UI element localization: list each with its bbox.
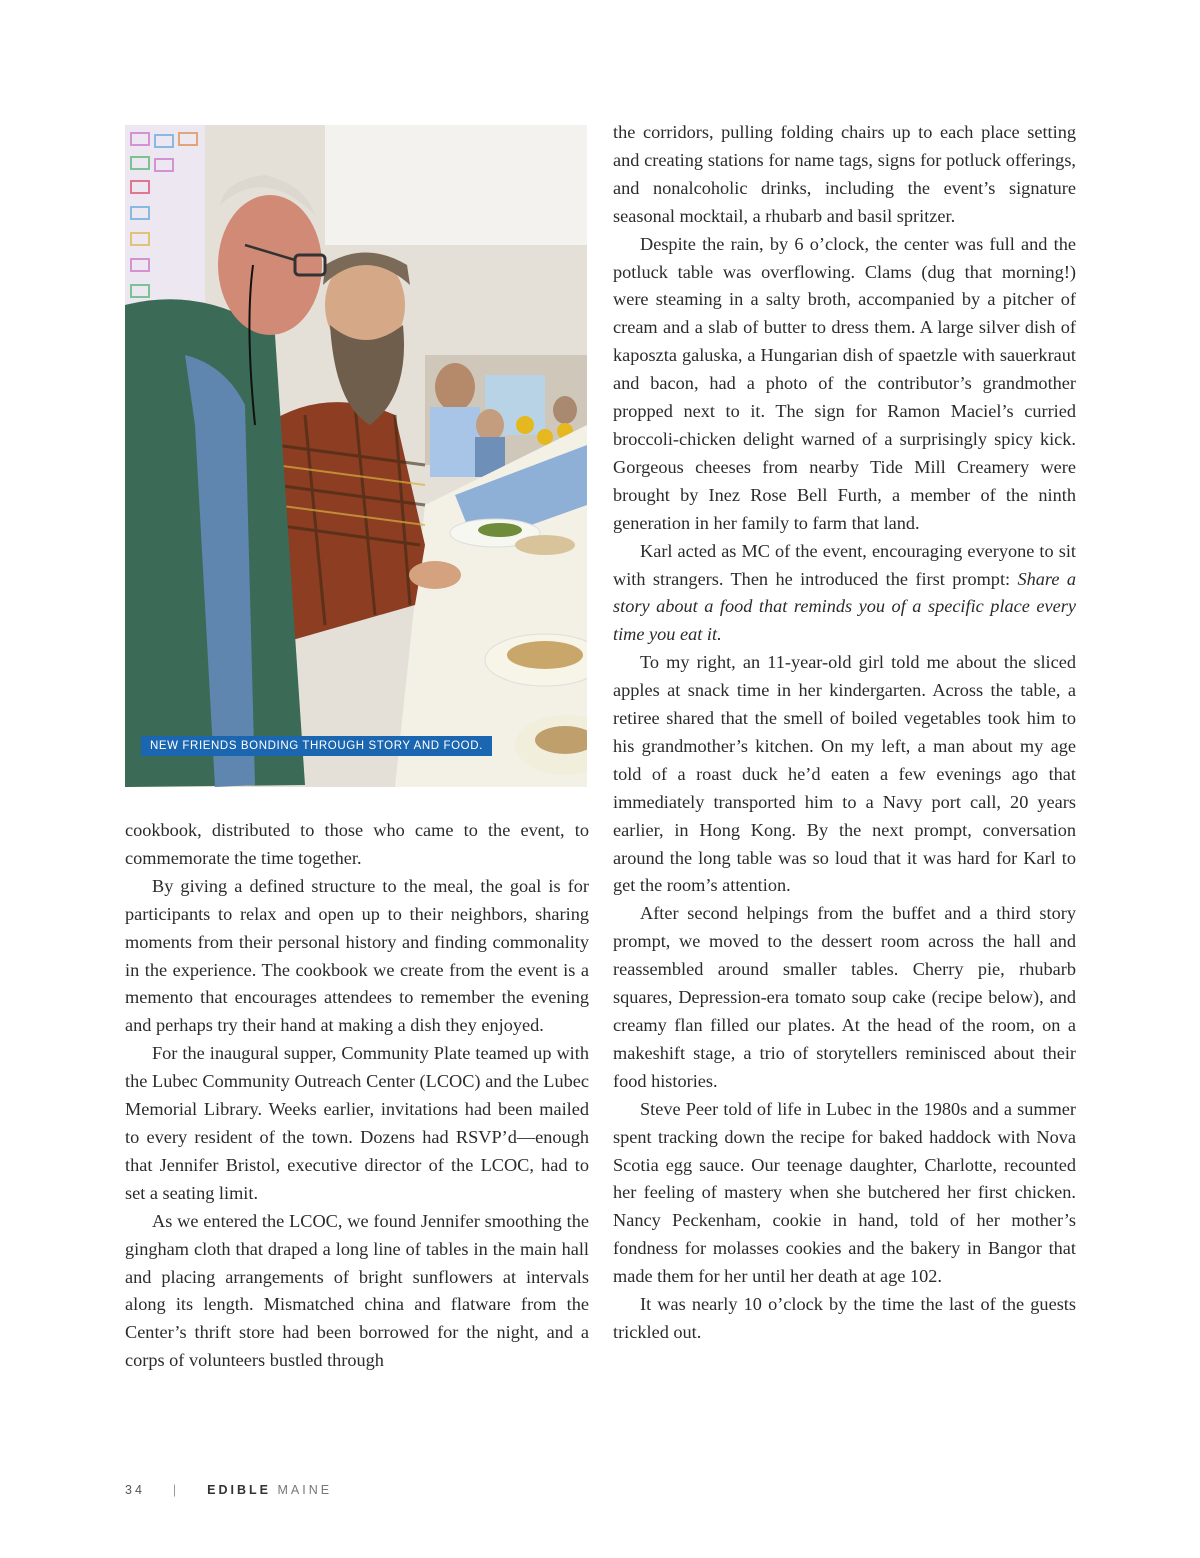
paragraph: As we entered the LCOC, we found Jennifer smoothing the gingham cloth that draped a long line of tables in the main hall and placing arrangements of bright sunflowers at intervals along its length. Mismatched china and flatware from the Center’s thrift store had been borrowed for the night, and a corps of volunteers bustled through: [125, 1210, 589, 1371]
paragraph: By giving a defined structure to the meal, the goal is for participants to relax and open up to their neighbors, sharing moments from their personal history and finding commonality in the experience. The cookbook we create from the event is a memento that encourages attendees to remember the evening and perhaps try their hand at making a dish they enjoyed.: [125, 875, 589, 1036]
paragraph: To my right, an 11-year-old girl told me about the sliced apples at snack time in her kindergarten. Across the table, a retiree shared that the smell of boiled vegetables took him to his grandmother’s kitchen. On my left, a man about my age told of a roast duck he’d eaten a few evenings ago that immediately transported him to a Navy port call, 20 years earlier, in Hong Kong. By the next prompt, conversation around the long table was so loud that it was hard for Karl to get the room’s attention.: [613, 652, 1076, 896]
page-footer: [125, 1483, 332, 1497]
photo-caption: NEW FRIENDS BONDING THROUGH STORY AND FOOD.: [141, 736, 492, 756]
photo-illustration: [125, 125, 587, 787]
right-text-column: [613, 119, 1076, 1347]
paragraph: Steve Peer told of life in Lubec in the 1980s and a summer spent tracking down the recipe for baked haddock with Nova Scotia egg sauce. Our teenage daughter, Charlotte, recounted her feeling of mastery when she butchered her first chicken. Nancy Peckenham, cookie in hand, told of her mother’s fondness for molasses cookies and the bakery in Bangor that made them for her until her death at age 102.: [613, 1098, 1076, 1287]
left-text-column: [125, 817, 589, 1375]
footer-separator: |: [172, 1483, 180, 1497]
event-photo: [125, 125, 587, 787]
paragraph: It was nearly 10 o’clock by the time the last of the guests trickled out.: [613, 1294, 1076, 1342]
paragraph: After second helpings from the buffet and a third story prompt, we moved to the dessert room across the hall and reassembled around smaller tables. Cherry pie, rhubarb squares, Depression-era tomato soup cake (recipe below), and creamy flan filled our plates. At the head of the room, on a makeshift stage, a trio of storytellers reminisced about their food histories.: [613, 903, 1076, 1091]
page-number: 34: [125, 1483, 145, 1497]
magazine-region: MAINE: [277, 1483, 333, 1497]
prompt-italic: Share a story about a food that reminds you of a specific place every time you eat it.: [613, 568, 1076, 645]
paragraph: For the inaugural supper, Community Plate teamed up with the Lubec Community Outreach Center (LCOC) and the Lubec Memorial Library. Weeks earlier, invitations had been mailed to every resident of the town. Dozens had RSVP’d—enough that Jennifer Bristol, executive director of the LCOC, had to set a seating limit.: [125, 1043, 589, 1203]
magazine-brand: EDIBLE: [207, 1483, 271, 1497]
paragraph: cookbook, distributed to those who came to the event, to commemorate the time together.: [125, 820, 589, 868]
paragraph: the corridors, pulling folding chairs up to each place setting and creating stations for name tags, signs for potluck offerings, and nonalcoholic drinks, including the event’s signature seasonal mocktail, a rhubarb and basil spritzer.: [613, 122, 1076, 226]
paragraph: [613, 538, 1076, 650]
prompt-intro: Karl acted as MC of the event, encouraging everyone to sit with strangers. Then he introduced the first prompt:: [613, 540, 1076, 589]
paragraph: Despite the rain, by 6 o’clock, the center was full and the potluck table was overflowing. Clams (dug that morning!) were steaming in a salty broth, accompanied by a pitcher of cream and a slab of butter to dress them. A large silver dish of kaposzta galuska, a Hungarian dish of spaetzle with sauerkraut and bacon, had a photo of the contributor’s grandmother propped next to it. The sign for Ramon Maciel’s curried broccoli-chicken delight warned of a surprisingly spicy kick. Gorgeous cheeses from nearby Tide Mill Creamery were brought by Inez Rose Bell Furth, a member of the ninth generation in her family to farm that land.: [613, 233, 1076, 533]
